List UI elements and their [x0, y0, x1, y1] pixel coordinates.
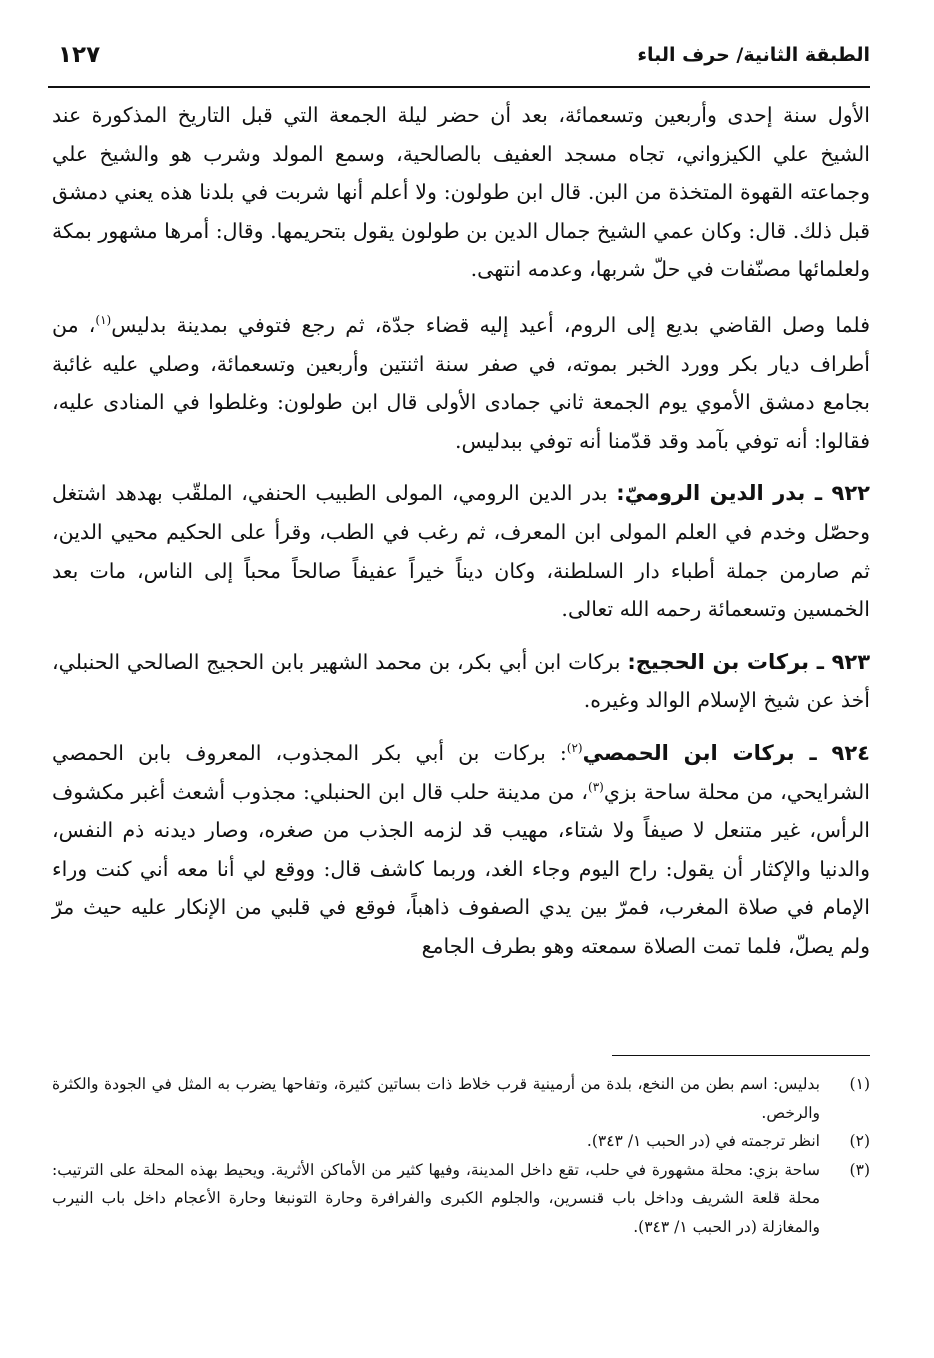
entry-922-text: بدر الدين الرومي، المولى الطبيب الحنفي، الملقّب بهدهد اشتغل وحصّل وخدم في العلم المولى ابن المعرف، ثم رغب في الطب، وقرأ على الحكيم محيي الدين، ثم صارمن جملة أطباء دار السلطنة، وكان ديناً خيراً عفيفاً صالحاً محباً إلى الناس، مات بعد الخمسين وتسعمائة رحمه الله تعالى.: [52, 481, 870, 622]
paragraph-2: [52, 306, 870, 460]
entry-923-text: بركات ابن أبي بكر، بن محمد الشهير بابن الحجيج الصالحي الحنبلي، أخذ عن شيخ الإسلام الوالد وغيره.: [52, 649, 870, 713]
footnote-ref-3: (٣): [588, 779, 604, 794]
entry-922: [52, 474, 870, 628]
footnote-text: ساحة بزي: محلة مشهورة في حلب، تقع داخل المدينة، وفيها كثير من الأماكن الأثرية. ويحيط بهذه المحلة على الترتيب: محلة قلعة الشريف وداخل باب قنسرين، والجلوم الكبرى والفرافرة وحارة التونبغا وحارة الأعجام داخل باب النيرب والمغازلة (در الحبب ١/ ٣٤٣).: [52, 1160, 820, 1236]
entry-923-heading: ٩٢٣ ـ بركات بن الحجيج:: [627, 649, 871, 674]
entry-924-heading: ٩٢٤ ـ بركات ابن الحمصي: [582, 740, 870, 765]
footnote-divider: [612, 1055, 870, 1056]
footnote-2: [52, 1127, 870, 1156]
footnote-number: (٣): [849, 1160, 870, 1179]
page-number: ١٢٧: [58, 42, 101, 68]
entry-922-heading: ٩٢٢ ـ بدر الدين الروميّ:: [616, 481, 870, 506]
paragraph-1: الأول سنة إحدى وأربعين وتسعمائة، بعد أن حضر ليلة الجمعة التي قبل التاريخ المذكورة عند الشيخ علي الكيزواني، تجاه مسجد العفيف بالصالحية، وسمع المولد وشرب هو والشيخ علي وجماعته القهوة المتخذة من البن. قال ابن طولون: ولا أعلم أنها شربت في بلدنا هذه يعني دمشق قبل ذلك. قال: وكان عمي الشيخ جمال الدين بن طولون يقول بتحريمها. وقال: أمرها مشهور بمكة ولعلمائها مصنّفات في حلّ شربها، وعدمه انتهى.: [52, 103, 870, 282]
footnote-ref-2: (٢): [566, 741, 583, 756]
paragraph-2-text-b: ، من أطراف ديار بكر وورد الخبر بموته، في صفر سنة اثنتين وأربعين وتسعمائة، وصلي عليه غائبة بجامع دمشق الأموي يوم الجمعة ثاني جمادى الأولى قال ابن طولون: وغلطوا في المنادى عليه، فقالوا: أنه توفي بآمد وقد قدّمنا أنه توفي ببدليس.: [52, 312, 870, 453]
entry-924: [52, 734, 870, 966]
entry-924-text-a: : بركات بن أبي بكر المجذوب، المعروف بابن الحمصي الشرايحي، من محلة ساحة بزي: [52, 740, 870, 804]
footnotes: [52, 1070, 870, 1241]
footnote-3: [52, 1156, 870, 1242]
page-header: [48, 38, 870, 88]
footnote-text: بدليس: اسم بطن من النخع، بلدة من أرمينية قرب خلاط ذات بساتين كثيرة، وتفاحها يضرب به المثل في الجودة والكثرة والرخص.: [52, 1075, 820, 1122]
footnote-text: انظر ترجمته في (در الحبب ١/ ٣٤٣).: [586, 1132, 820, 1150]
entry-924-text-b: ، من مدينة حلب قال ابن الحنبلي: مجذوب أشعث أغبر مكشوف الرأس، غير متنعل لا صيفاً ولا شتاء، مهيب قد لزمه الجذب من صغره، وصار ديدنه ذم النفس، والدنيا والإكثار أن يقول: راح اليوم وجاء الغد، وربما كاشف قال: ووقع لي أنا معه أني كنت وراء الإمام في صلاة المغرب، فمرّ بين يدي الصفوف ذاهباً، فوقع في قلبي من الإنكار عليه حيث مرّ ولم يصلّ، فلما تمت الصلاة سمعته وهو بطرف الجامع: [52, 779, 870, 958]
running-title: الطبقة الثانية/ حرف الباء: [637, 44, 870, 66]
footnote-ref-1: (١): [95, 313, 112, 328]
entry-923: [52, 643, 870, 720]
footnote-number: (٢): [849, 1132, 870, 1150]
footnote-number: (١): [849, 1075, 870, 1093]
paragraph-2-text-a: فلما وصل القاضي بديع إلى الروم، أعيد إليه قضاء جدّة، ثم رجع فتوفي بمدينة بدليس: [111, 312, 870, 337]
main-text: [52, 96, 870, 965]
footnote-1: [52, 1070, 870, 1127]
